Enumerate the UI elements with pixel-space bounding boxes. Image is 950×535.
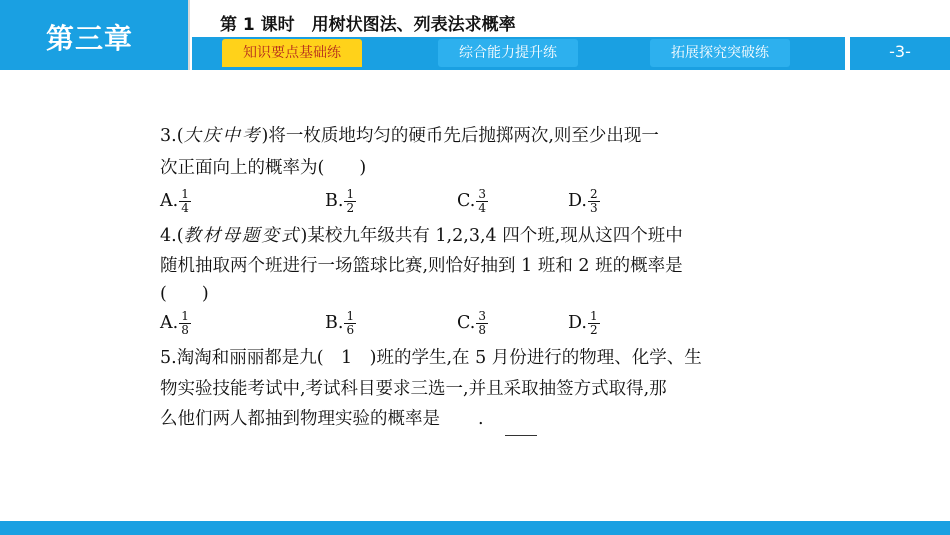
- q4-line-3: ( ): [160, 284, 209, 304]
- q5-line-1: 5.淘淘和丽丽都是九( 1 )班的学生,在 5 月份进行的物理、化学、生: [160, 348, 702, 368]
- denominator: 2: [346, 201, 355, 215]
- lesson-title: 第 1 课时 用树状图法、列表法求概率: [220, 15, 516, 35]
- numerator: 1: [346, 187, 355, 201]
- q4-option-c[interactable]: [457, 310, 488, 337]
- q3-option-a[interactable]: [160, 188, 191, 215]
- q4-option-b[interactable]: [325, 310, 356, 337]
- option-letter: C.: [457, 313, 476, 333]
- fraction: [588, 310, 600, 337]
- numerator: 1: [346, 309, 355, 323]
- denominator: 4: [181, 201, 189, 215]
- q3-option-c[interactable]: [457, 188, 488, 215]
- q3-option-b[interactable]: [325, 188, 356, 215]
- numerator: 1: [181, 309, 189, 323]
- numerator: 3: [478, 187, 486, 201]
- q5-line-2: 物实验技能考试中,考试科目要求三选一,并且采取抽签方式取得,那: [160, 379, 667, 399]
- numerator: 1: [589, 309, 598, 323]
- page-number: -3-: [889, 42, 911, 61]
- denominator: 6: [346, 323, 355, 337]
- q4-option-d[interactable]: [568, 310, 600, 337]
- fraction: [179, 188, 191, 215]
- q3-line-1: [160, 122, 659, 147]
- q3-source: 大庆中考: [183, 126, 262, 146]
- q4-line-2: 随机抽取两个班进行一场篮球比赛,则恰好抽到 1 班和 2 班的概率是: [160, 256, 683, 276]
- q4-stem: )某校九年级共有 1,2,3,4 四个班,现从这四个班中: [300, 226, 683, 246]
- header-bar: [0, 0, 950, 70]
- denominator: 8: [478, 323, 486, 337]
- chapter-title: 第三章: [46, 22, 134, 55]
- q4-number: 4.(: [160, 226, 184, 246]
- fraction: [588, 188, 600, 215]
- q5-period: .: [478, 409, 484, 429]
- q4-source: 教材母题变式: [183, 226, 301, 246]
- fraction: [344, 310, 356, 337]
- fraction: [344, 188, 356, 215]
- fraction: [476, 188, 488, 215]
- chapter-badge: [0, 0, 188, 70]
- footer-bar: [0, 521, 950, 535]
- q4-option-a[interactable]: [160, 310, 191, 337]
- option-letter: D.: [568, 313, 587, 333]
- numerator: 3: [478, 309, 486, 323]
- tab-ability-improvement[interactable]: 综合能力提升练: [438, 39, 578, 67]
- page-divider: [846, 37, 848, 70]
- q5-line-3: [160, 405, 484, 430]
- tab-bar: [192, 37, 845, 70]
- fraction: [179, 310, 191, 337]
- header-divider: [188, 0, 190, 70]
- option-letter: C.: [457, 191, 476, 211]
- fraction: [476, 310, 488, 337]
- q5-stem: 么他们两人都抽到物理实验的概率是: [160, 409, 440, 429]
- q3-line-2: 次正面向上的概率为( ): [160, 158, 367, 178]
- option-letter: D.: [568, 191, 587, 211]
- q3-number: 3.(: [160, 126, 184, 146]
- denominator: 4: [478, 201, 486, 215]
- numerator: 2: [589, 187, 598, 201]
- tab-basic-practice[interactable]: 知识要点基础练: [222, 39, 362, 67]
- option-letter: A.: [160, 313, 179, 333]
- denominator: 3: [589, 201, 598, 215]
- option-letter: A.: [160, 191, 179, 211]
- q4-line-1: [160, 222, 683, 247]
- q3-option-d[interactable]: [568, 188, 600, 215]
- denominator: 8: [181, 323, 189, 337]
- option-letter: B.: [325, 313, 344, 333]
- page-number-box: [850, 37, 950, 70]
- q3-stem: )将一枚质地均匀的硬币先后抛掷两次,则至少出现一: [261, 126, 659, 146]
- numerator: 1: [181, 187, 189, 201]
- option-letter: B.: [325, 191, 344, 211]
- answer-blank[interactable]: [505, 435, 537, 436]
- denominator: 2: [589, 323, 598, 337]
- tab-extension-breakthrough[interactable]: 拓展探究突破练: [650, 39, 790, 67]
